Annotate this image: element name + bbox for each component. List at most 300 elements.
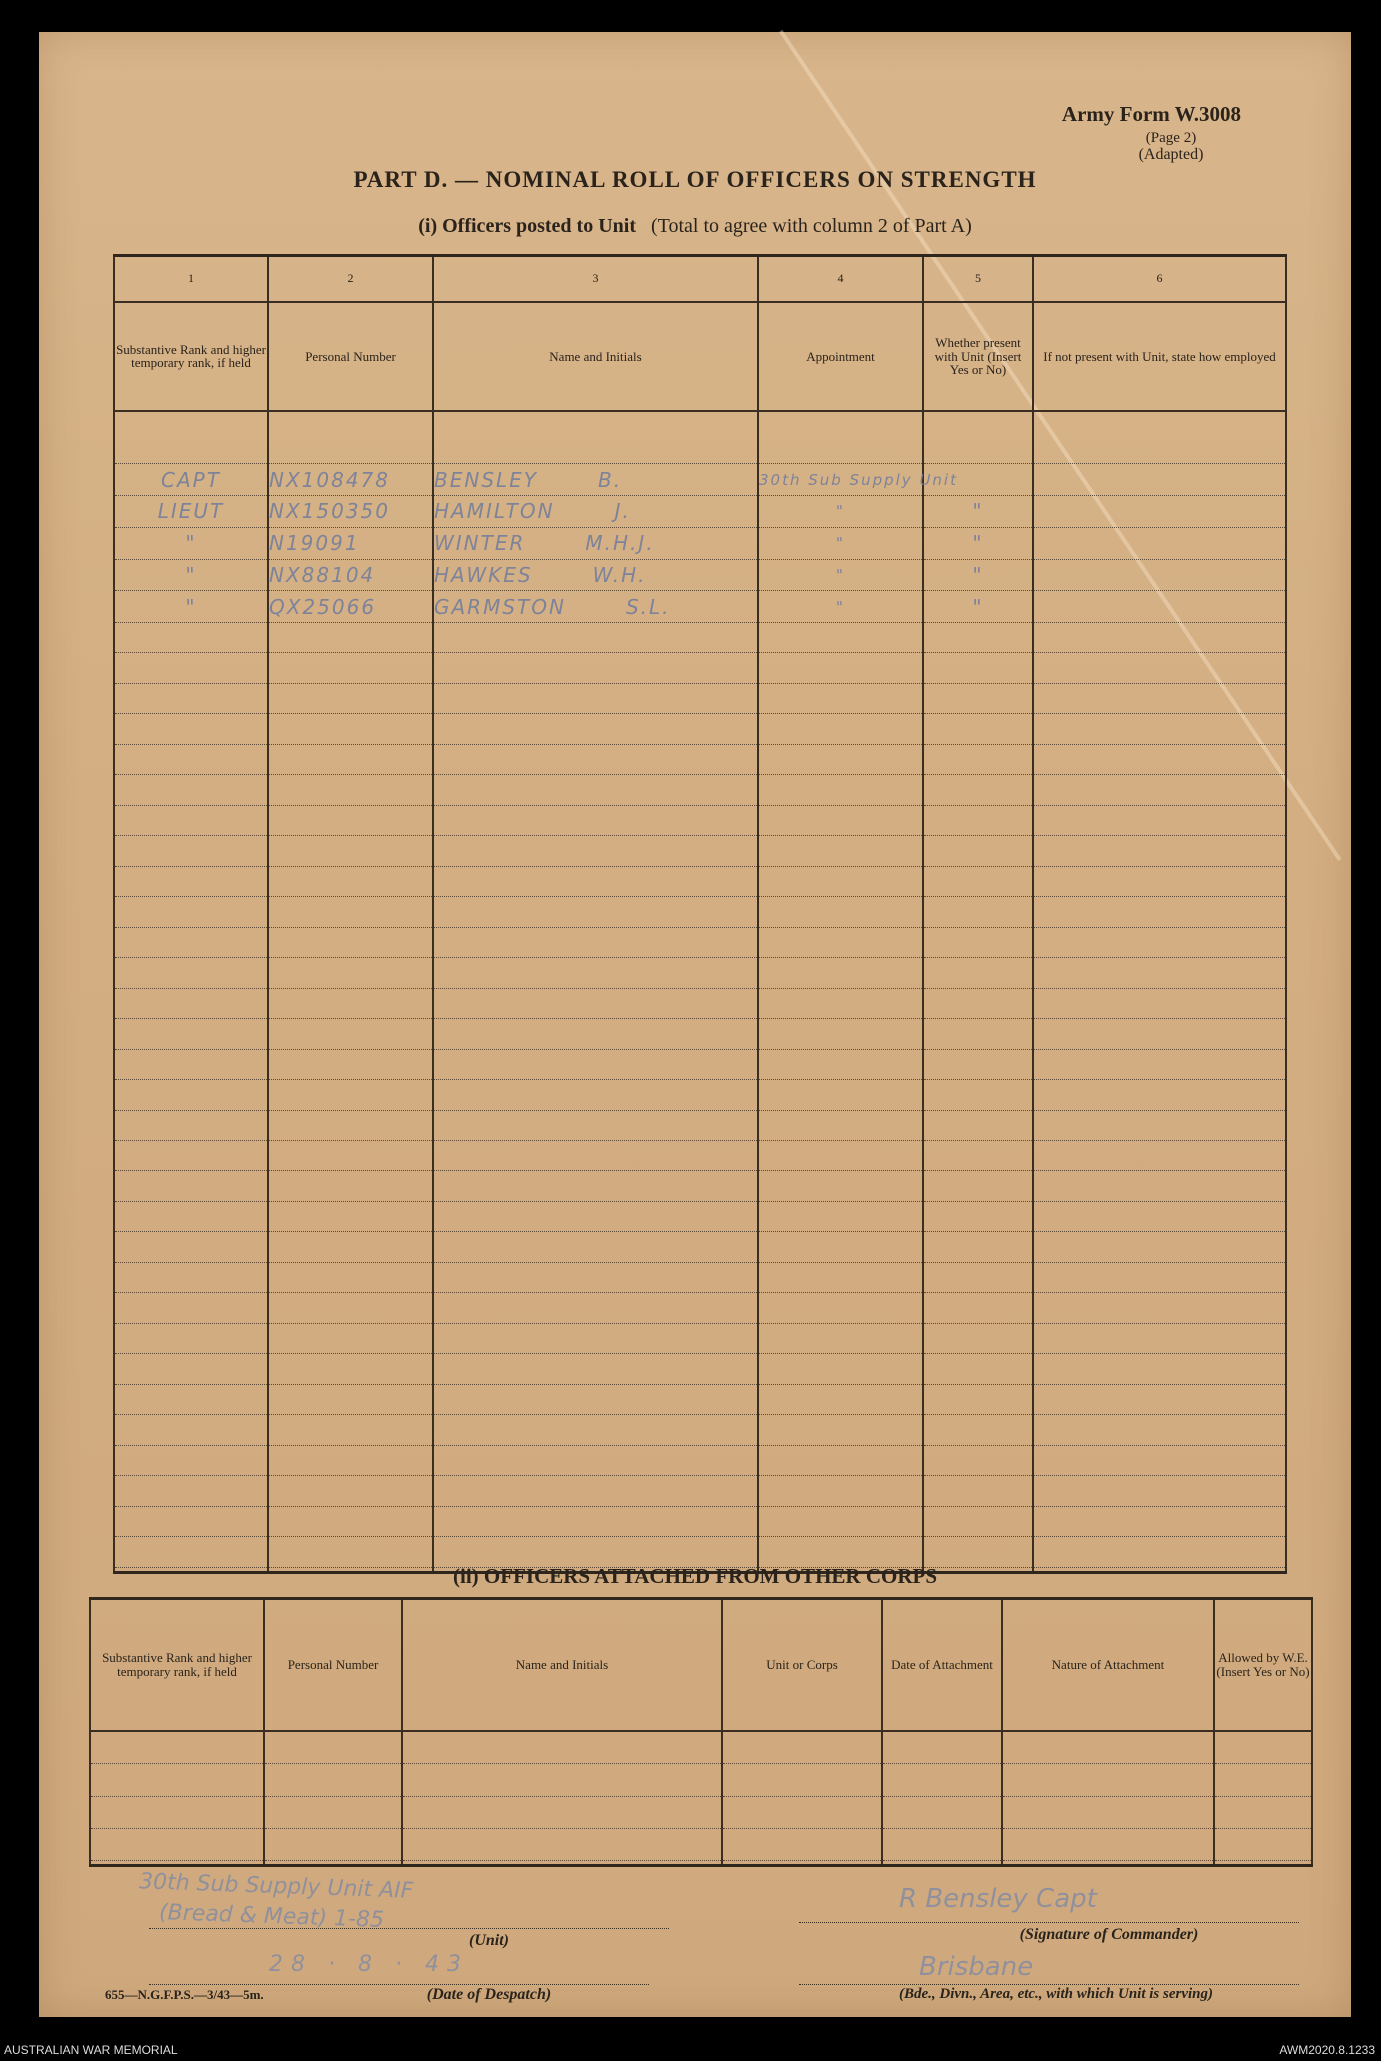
blank-cell [268, 1232, 433, 1262]
blank-cell [268, 1354, 433, 1384]
blank-cell [433, 623, 758, 653]
blank-cell [433, 988, 758, 1018]
blank-cell [114, 1232, 268, 1262]
table-row [114, 496, 1286, 528]
blank-cell [1033, 1323, 1286, 1353]
blank-row [114, 623, 1286, 653]
blank-row [114, 1293, 1286, 1323]
blank-cell [268, 988, 433, 1018]
header-appointment: Appointment [758, 302, 923, 411]
col-number: 3 [433, 256, 758, 302]
blank-cell [114, 836, 268, 866]
blank-row [114, 1201, 1286, 1231]
blank-cell [433, 805, 758, 835]
cell-present: " [923, 496, 1033, 528]
officers-attached-table [89, 1597, 1313, 1867]
bde-caption: (Bde., Divn., Area, etc., with which Unit is serving) [898, 1986, 1214, 2002]
blank-cell [758, 1415, 923, 1445]
blank-row [114, 1445, 1286, 1475]
blank-cell [923, 683, 1033, 713]
cell-number: QX25066 [268, 591, 433, 623]
blank-cell [268, 1537, 433, 1567]
blank-cell [268, 866, 433, 896]
blank-cell [114, 1354, 268, 1384]
blank-cell [90, 1796, 264, 1828]
blank-cell [1214, 1764, 1312, 1796]
cell-appointment: " [758, 591, 923, 623]
blank-cell [923, 866, 1033, 896]
blank-cell [923, 714, 1033, 744]
blank-row [114, 653, 1286, 683]
blank-cell [433, 653, 758, 683]
blank-cell [1033, 623, 1286, 653]
blank-cell [114, 1080, 268, 1110]
blank-cell [268, 1171, 433, 1201]
blank-cell [923, 1049, 1033, 1079]
blank-cell [268, 1384, 433, 1414]
cell-employment [1033, 527, 1286, 559]
blank-cell [923, 1476, 1033, 1506]
cell-present: " [923, 559, 1033, 591]
blank-cell [433, 836, 758, 866]
cell-initials: M.H.J. [585, 531, 655, 556]
blank-cell [1033, 897, 1286, 927]
cell-initials: W.H. [592, 562, 647, 587]
cell-name_initials [433, 496, 758, 528]
blank-row [114, 775, 1286, 805]
cell-number: NX150350 [268, 496, 433, 528]
blank-cell [90, 1829, 264, 1861]
blank-cell [758, 623, 923, 653]
col-number: 1 [114, 256, 268, 302]
blank-cell [758, 805, 923, 835]
signature-line [799, 1922, 1299, 1923]
blank-cell [433, 1476, 758, 1506]
blank-cell [268, 1080, 433, 1110]
blank-row [114, 1171, 1286, 1201]
cell-employment [1033, 559, 1286, 591]
blank-cell [758, 836, 923, 866]
blank-cell [1002, 1764, 1214, 1796]
blank-cell [1002, 1796, 1214, 1828]
blank-cell [268, 1506, 433, 1536]
blank-cell [1033, 988, 1286, 1018]
bde-value: Brisbane [919, 1952, 1034, 1982]
blank-cell [268, 836, 433, 866]
blank-cell [268, 1049, 433, 1079]
blank-cell [433, 1171, 758, 1201]
blank-cell [433, 1445, 758, 1475]
blank-cell [923, 1080, 1033, 1110]
blank-cell [722, 1731, 882, 1764]
cell-rank: " [114, 527, 268, 559]
blank-cell [923, 1232, 1033, 1262]
col-number: 5 [923, 256, 1033, 302]
blank-cell [114, 866, 268, 896]
cell-number: NX108478 [268, 464, 433, 496]
blank-cell [923, 927, 1033, 957]
blank-cell [268, 1323, 433, 1353]
blank-cell [402, 1764, 722, 1796]
cell-name: GARMSTON [434, 594, 566, 619]
bde-line [799, 1984, 1299, 1985]
blank-cell [114, 744, 268, 774]
header-personal-number: Personal Number [268, 302, 433, 411]
blank-row [90, 1764, 1312, 1796]
blank-cell [264, 1764, 402, 1796]
blank-cell [1033, 1506, 1286, 1536]
blank-cell [268, 1140, 433, 1170]
blank-cell [268, 1445, 433, 1475]
blank-cell [1033, 1232, 1286, 1262]
table-row [114, 527, 1286, 559]
blank-cell [1033, 683, 1286, 713]
blank-row [114, 1476, 1286, 1506]
blank-row [114, 1354, 1286, 1384]
blank-cell [114, 1201, 268, 1231]
blank-cell [268, 744, 433, 774]
blank-cell [402, 1796, 722, 1828]
blank-row [114, 897, 1286, 927]
blank-cell [114, 1415, 268, 1445]
blank-cell [90, 1731, 264, 1764]
blank-cell [758, 1354, 923, 1384]
blank-cell [1033, 1080, 1286, 1110]
blank-cell [758, 1110, 923, 1140]
section-i-note: (Total to agree with column 2 of Part A) [650, 215, 972, 237]
unit-line [149, 1928, 669, 1929]
cell-employment [1033, 464, 1286, 496]
cell-number: N19091 [268, 527, 433, 559]
cell-present: " [923, 527, 1033, 559]
blank-cell [758, 1080, 923, 1110]
cell-name: BENSLEY [434, 467, 539, 492]
blank-cell [433, 1354, 758, 1384]
blank-cell [923, 988, 1033, 1018]
blank-row [114, 744, 1286, 774]
form-adapted-label: (Adapted) [1138, 146, 1204, 163]
signature-caption: (Signature of Commander) [1019, 1926, 1199, 1943]
blank-cell [433, 775, 758, 805]
blank-cell [923, 1384, 1033, 1414]
cell-name_initials [433, 591, 758, 623]
blank-row [114, 988, 1286, 1018]
blank-cell [758, 1445, 923, 1475]
blank-cell [758, 866, 923, 896]
blank-cell [114, 1140, 268, 1170]
blank-cell [882, 1796, 1002, 1828]
blank-cell [1214, 1829, 1312, 1861]
blank-row [114, 1537, 1286, 1567]
cell-name_initials [433, 527, 758, 559]
blank-cell [114, 1506, 268, 1536]
blank-cell [433, 1049, 758, 1079]
blank-cell [268, 1019, 433, 1049]
blank-cell [114, 1293, 268, 1323]
blank-cell [1033, 1201, 1286, 1231]
blank-cell [433, 866, 758, 896]
blank-row [114, 805, 1286, 835]
blank-cell [268, 927, 433, 957]
blank-row [114, 1019, 1286, 1049]
cell-employment [1033, 591, 1286, 623]
header-allowed-we: Allowed by W.E. (Insert Yes or No) [1214, 1599, 1312, 1731]
blank-cell [882, 1731, 1002, 1764]
blank-cell [114, 988, 268, 1018]
blank-row [114, 1140, 1286, 1170]
blank-cell [923, 1140, 1033, 1170]
blank-row [114, 958, 1286, 988]
blank-cell [114, 958, 268, 988]
blank-cell [923, 897, 1033, 927]
blank-cell [433, 1537, 758, 1567]
blank-cell [114, 1262, 268, 1292]
cell-name: HAMILTON [434, 499, 555, 524]
blank-row [114, 1323, 1286, 1353]
blank-cell [1002, 1731, 1214, 1764]
blank-cell [114, 1537, 268, 1567]
blank-cell [758, 1201, 923, 1231]
blank-cell [923, 1506, 1033, 1536]
blank-cell [923, 1323, 1033, 1353]
table-row [114, 559, 1286, 591]
header-name: Name and Initials [433, 302, 758, 411]
col-number: 6 [1033, 256, 1286, 302]
blank-cell [264, 1731, 402, 1764]
blank-cell [1033, 958, 1286, 988]
blank-cell [433, 1262, 758, 1292]
unit-caption: (Unit) [469, 1932, 509, 1949]
blank-cell [758, 1323, 923, 1353]
cell-initials: B. [598, 467, 623, 492]
blank-cell [758, 958, 923, 988]
blank-row [90, 1796, 1312, 1828]
blank-cell [722, 1796, 882, 1828]
section-i-heading [39, 215, 1351, 238]
unit-value-line1: 30th Sub Supply Unit AIF [138, 1869, 414, 1904]
blank-cell [114, 683, 268, 713]
cell-appointment: " [758, 559, 923, 591]
blank-cell [758, 1476, 923, 1506]
blank-cell [433, 927, 758, 957]
blank-cell [1033, 1384, 1286, 1414]
blank-row [114, 927, 1286, 957]
blank-row [114, 1110, 1286, 1140]
blank-cell [758, 1232, 923, 1262]
blank-cell [264, 1829, 402, 1861]
blank-cell [114, 1323, 268, 1353]
blank-cell [1033, 1049, 1286, 1079]
blank-cell [114, 897, 268, 927]
blank-cell [923, 1110, 1033, 1140]
blank-cell [758, 744, 923, 774]
header-personal-number: Personal Number [264, 1599, 402, 1731]
blank-row [114, 683, 1286, 713]
cell-appointment: " [758, 527, 923, 559]
blank-cell [1214, 1796, 1312, 1828]
blank-cell [1033, 1293, 1286, 1323]
blank-cell [268, 897, 433, 927]
blank-cell [268, 958, 433, 988]
blank-row [114, 836, 1286, 866]
blank-cell [758, 988, 923, 1018]
blank-cell [268, 653, 433, 683]
col-number: 4 [758, 256, 923, 302]
header-employment: If not present with Unit, state how employed [1033, 302, 1286, 411]
blank-cell [433, 1506, 758, 1536]
form-page-label: (Page 2) [1145, 130, 1197, 146]
blank-row [90, 1731, 1312, 1764]
blank-cell [758, 1384, 923, 1414]
blank-cell [758, 927, 923, 957]
blank-cell [758, 1262, 923, 1292]
blank-cell [114, 1049, 268, 1079]
blank-cell [114, 805, 268, 835]
blank-cell [923, 1537, 1033, 1567]
blank-cell [114, 1019, 268, 1049]
blank-cell [758, 1506, 923, 1536]
blank-cell [923, 1415, 1033, 1445]
blank-cell [722, 1829, 882, 1861]
form-page [39, 32, 1351, 2017]
blank-cell [1033, 653, 1286, 683]
blank-cell [758, 897, 923, 927]
header-unit-corps: Unit or Corps [722, 1599, 882, 1731]
header-rank: Substantive Rank and higher temporary rank, if held [90, 1599, 264, 1731]
blank-cell [268, 623, 433, 653]
blank-cell [1033, 836, 1286, 866]
blank-cell [722, 1764, 882, 1796]
blank-cell [268, 1110, 433, 1140]
blank-cell [90, 1764, 264, 1796]
blank-cell [433, 1201, 758, 1231]
blank-cell [433, 1323, 758, 1353]
section-ii-heading: (ii) OFFICERS ATTACHED FROM OTHER CORPS [453, 1564, 937, 1588]
blank-cell [268, 714, 433, 744]
blank-cell [433, 958, 758, 988]
form-title: Army Form W.3008 [1061, 102, 1241, 126]
blank-cell [1033, 714, 1286, 744]
cell-employment [1033, 496, 1286, 528]
cell-rank: " [114, 591, 268, 623]
blank-cell [923, 775, 1033, 805]
blank-cell [923, 1201, 1033, 1231]
blank-cell [758, 683, 923, 713]
blank-cell [758, 1171, 923, 1201]
blank-cell [433, 714, 758, 744]
blank-cell [433, 1019, 758, 1049]
blank-cell [1033, 1171, 1286, 1201]
blank-cell [268, 1476, 433, 1506]
col-number: 2 [268, 256, 433, 302]
blank-cell [433, 897, 758, 927]
blank-cell [114, 1384, 268, 1414]
blank-cell [114, 775, 268, 805]
blank-cell [923, 653, 1033, 683]
blank-row [114, 1384, 1286, 1414]
printer-mark: 655—N.G.F.P.S.—3/43—5m. [105, 1987, 264, 2002]
date-value: 28 · 8 · 43 [269, 1952, 469, 1977]
blank-cell [114, 653, 268, 683]
blank-cell [758, 1537, 923, 1567]
blank-cell [268, 1262, 433, 1292]
blank-row [90, 1829, 1312, 1861]
blank-cell [264, 1796, 402, 1828]
blank-cell [758, 1140, 923, 1170]
cell-initials: J. [614, 499, 631, 524]
blank-cell [882, 1764, 1002, 1796]
blank-cell [923, 1354, 1033, 1384]
blank-cell [758, 775, 923, 805]
blank-row [114, 1415, 1286, 1445]
blank-row [114, 866, 1286, 896]
blank-cell [402, 1731, 722, 1764]
cell-appointment: 30th Sub Supply Unit [758, 464, 923, 496]
form-number [1062, 102, 1241, 127]
part-title: PART D. — NOMINAL ROLL OF OFFICERS ON STRENGTH [353, 167, 1037, 192]
cell-rank: " [114, 559, 268, 591]
blank-cell [923, 1171, 1033, 1201]
blank-cell [114, 1171, 268, 1201]
header-name: Name and Initials [402, 1599, 722, 1731]
blank-cell [1033, 1110, 1286, 1140]
blank-row [114, 1080, 1286, 1110]
blank-cell [268, 1293, 433, 1323]
blank-cell [923, 1262, 1033, 1292]
officers-posted-table [113, 254, 1287, 1574]
cell-rank: CAPT [114, 464, 268, 496]
blank-cell [268, 1415, 433, 1445]
blank-cell [923, 1019, 1033, 1049]
table-row [114, 591, 1286, 623]
archive-id: AWM2020.8.1233 [1279, 2043, 1375, 2057]
blank-cell [1033, 1262, 1286, 1292]
cell-name: WINTER [434, 531, 526, 556]
unit-value-line2: (Bread & Meat) 1-85 [158, 1900, 385, 1933]
header-present: Whether present with Unit (Insert Yes or No) [923, 302, 1033, 411]
blank-cell [1033, 1537, 1286, 1567]
blank-cell [882, 1829, 1002, 1861]
blank-cell [114, 1110, 268, 1140]
date-line [149, 1984, 649, 1985]
blank-cell [268, 683, 433, 713]
blank-cell [758, 653, 923, 683]
blank-cell [1033, 775, 1286, 805]
header-date-attachment: Date of Attachment [882, 1599, 1002, 1731]
header-nature-attachment: Nature of Attachment [1002, 1599, 1214, 1731]
cell-name: HAWKES [434, 562, 533, 587]
blank-cell [1033, 1354, 1286, 1384]
signature-value: R Bensley Capt [899, 1884, 1097, 1914]
blank-cell [433, 1384, 758, 1414]
blank-row [114, 1232, 1286, 1262]
blank-cell [433, 1110, 758, 1140]
blank-cell [433, 1293, 758, 1323]
blank-cell [268, 805, 433, 835]
blank-cell [433, 683, 758, 713]
blank-cell [433, 1080, 758, 1110]
blank-cell [1033, 1445, 1286, 1475]
cell-rank: LIEUT [114, 496, 268, 528]
blank-row [114, 714, 1286, 744]
blank-cell [114, 1445, 268, 1475]
blank-cell [433, 744, 758, 774]
blank-cell [758, 714, 923, 744]
blank-cell [433, 1140, 758, 1170]
table-row [114, 464, 1286, 496]
blank-cell [923, 1445, 1033, 1475]
blank-cell [1002, 1829, 1214, 1861]
